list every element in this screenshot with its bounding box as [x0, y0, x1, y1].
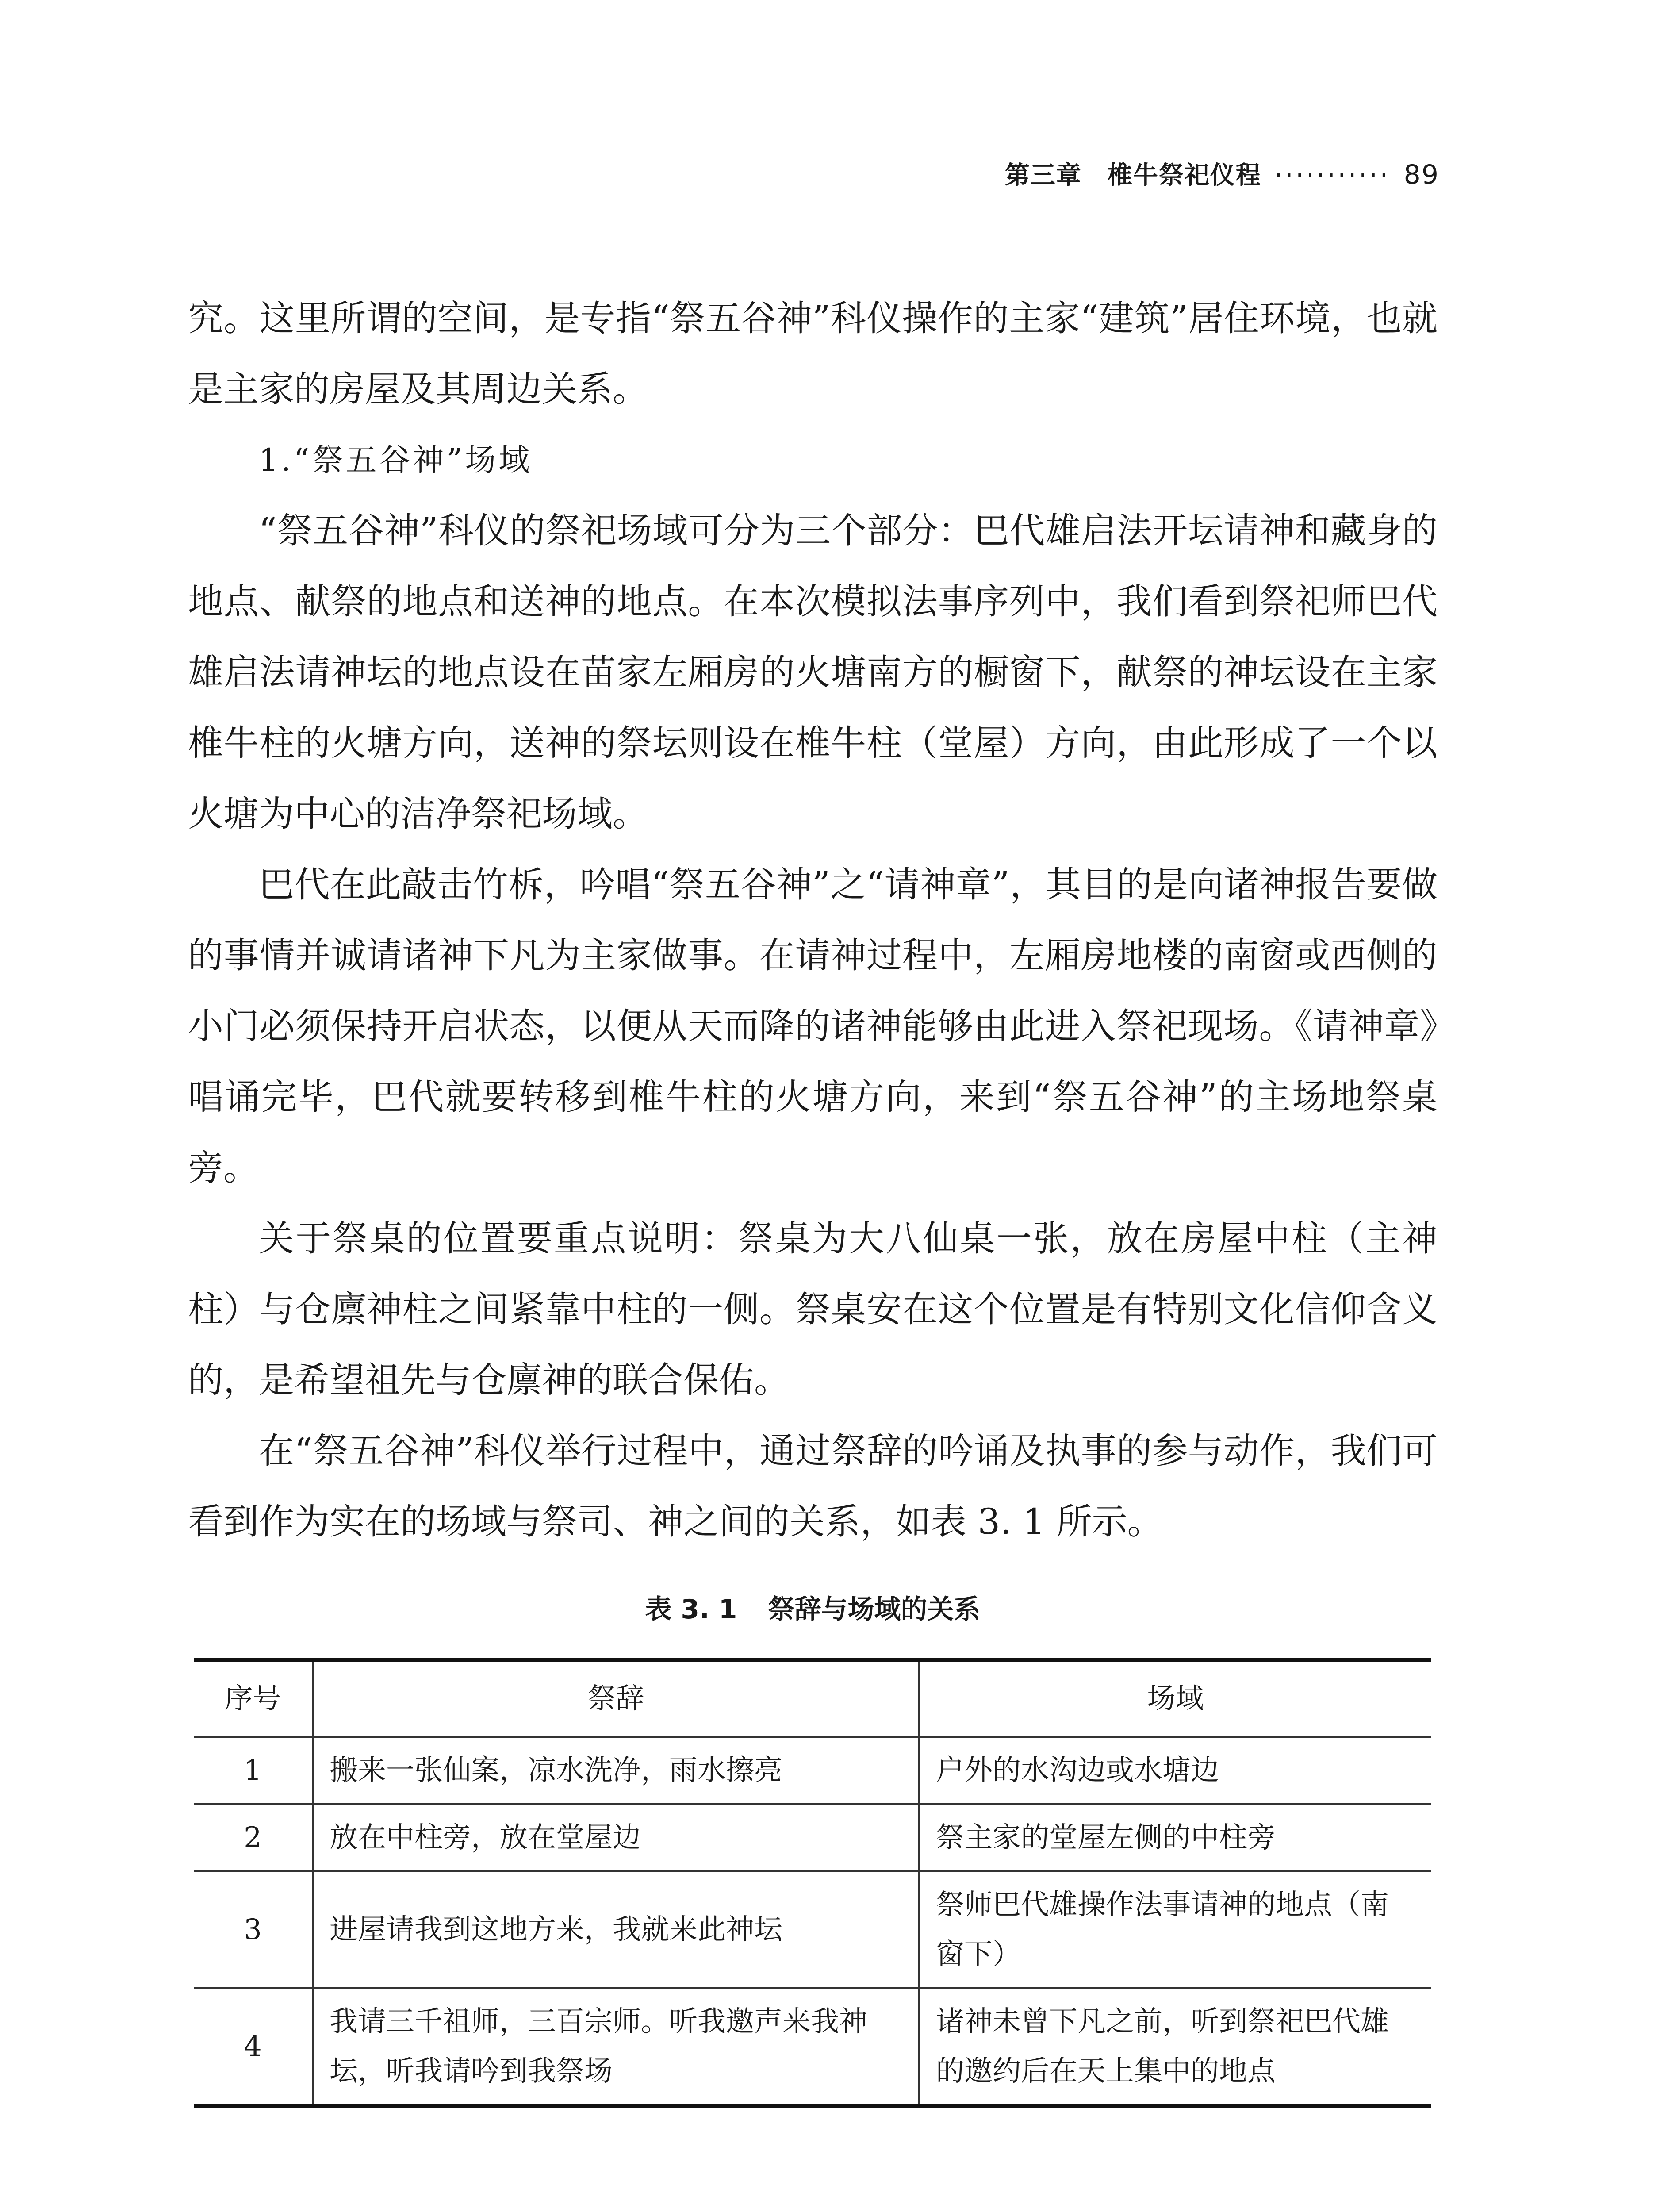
paragraph: 巴代在此敲击竹柝，吟唱“祭五谷神”之“请神章”，其目的是向诸神报告要做的事情并诚请诸神下凡为主家做事。在请神过程中，左厢房地楼的南窗或西侧的小门必须保持开启状态，以便从天而降的诸神能够由此进入祭祀现场。《请神章》唱诵完毕，巴代就要转移到椎牛柱的火塘方向，来到“祭五谷神”的主场地祭桌旁。: [188, 864, 1438, 1188]
row-no: 2: [194, 1804, 313, 1871]
table-number: 表 3. 1: [645, 1594, 737, 1625]
page-number: 89: [1403, 159, 1439, 190]
table-title: 祭辞与场域的关系: [768, 1594, 981, 1625]
row-place: 祭主家的堂屋左侧的中柱旁: [919, 1804, 1431, 1871]
row-place: 户外的水沟边或水塘边: [919, 1737, 1431, 1804]
table-row: [194, 1737, 1431, 1804]
row-words: 进屋请我到这地方来，我就来此神坛: [313, 1871, 919, 1988]
row-words: 放在中柱旁，放在堂屋边: [313, 1804, 919, 1871]
row-place: 祭师巴代雄操作法事请神的地点（南窗下）: [919, 1871, 1431, 1988]
table-header-row: [194, 1660, 1431, 1737]
paragraph: 关于祭桌的位置要重点说明：祭桌为大八仙桌一张，放在房屋中柱（主神柱）与仓廪神柱之间紧靠中柱的一侧。祭桌安在这个位置是有特别文化信仰含义的，是希望祖先与仓廪神的联合保佑。: [188, 1218, 1438, 1401]
row-words: 搬来一张仙案，凉水洗净，雨水擦亮: [313, 1737, 919, 1804]
table-row: [194, 1804, 1431, 1871]
row-words: 我请三千祖师，三百宗师。听我邀声来我神坛，听我请吟到我祭场: [313, 1988, 919, 2106]
paragraph-continued: 究。这里所谓的空间，是专指“祭五谷神”科仪操作的主家“建筑”居住环境，也就是主家的房屋及其周边关系。: [188, 298, 1438, 410]
header-words: 祭辞: [313, 1660, 919, 1737]
row-no: 3: [194, 1871, 313, 1988]
running-header: [1005, 156, 1439, 191]
paragraph: 在“祭五谷神”科仪举行过程中，通过祭辞的吟诵及执事的参与动作，我们可看到作为实在的场域与祭司、神之间的关系，如表 3. 1 所示。: [188, 1430, 1438, 1542]
section-heading: 1.“祭五谷神”场域: [259, 442, 533, 478]
row-no: 1: [194, 1737, 313, 1804]
header-place: 场域: [919, 1660, 1431, 1737]
table-row: [194, 1988, 1431, 2106]
paragraph: “祭五谷神”科仪的祭祀场域可分为三个部分：巴代雄启法开坛请神和藏身的地点、献祭的地点和送神的地点。在本次模拟法事序列中，我们看到祭祀师巴代雄启法请神坛的地点设在苗家左厢房的火塘南方的橱窗下，献祭的神坛设在主家椎牛柱的火塘方向，送神的祭坛则设在椎牛柱（堂屋）方向，由此形成了一个以火塘为中心的洁净祭祀场域。: [188, 510, 1438, 834]
chapter-title: 第三章 椎牛祭祀仪程: [1004, 161, 1261, 190]
data-table: [194, 1658, 1431, 2108]
row-place: 诸神未曾下凡之前，听到祭祀巴代雄的邀约后在天上集中的地点: [919, 1988, 1431, 2106]
table-caption: [188, 1588, 1438, 1626]
body-text: [188, 283, 1438, 1557]
header-no: 序号: [194, 1660, 313, 1737]
leader-dots: ···········: [1274, 161, 1391, 190]
row-no: 4: [194, 1988, 313, 2106]
table-row: [194, 1871, 1431, 1988]
